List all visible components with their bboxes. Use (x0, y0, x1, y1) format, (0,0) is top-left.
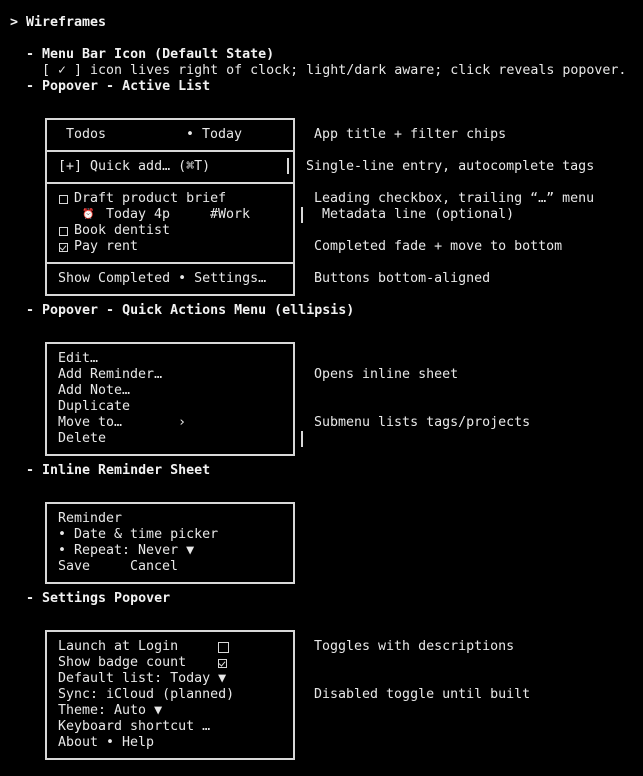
save-button[interactable]: Save (58, 559, 91, 574)
note: Submenu lists tags/projects (314, 415, 531, 430)
keyboard-shortcut-field[interactable]: Keyboard shortcut … (58, 719, 211, 734)
default-list-select[interactable]: Default list: Today ▼ (58, 671, 227, 686)
cancel-button[interactable]: Cancel (130, 559, 179, 574)
task-label-draft[interactable]: Draft product brief (74, 191, 227, 206)
repeat-select[interactable]: • Repeat: Never ▼ (58, 543, 195, 558)
menu-item-add-reminder[interactable]: Add Reminder… (58, 367, 163, 382)
task-meta-date: Today 4p (106, 207, 171, 222)
alarm-clock-icon: ⏰ (82, 209, 95, 220)
reminder-title: Reminder (58, 511, 123, 526)
menu-item-delete[interactable]: Delete (58, 431, 107, 446)
menu-bar-description: [ ✓ ] icon lives right of clock; light/dark aware; click reveals popover. (42, 63, 627, 78)
launch-at-login-label: Launch at Login (58, 639, 179, 654)
task-checkbox-draft[interactable] (59, 195, 68, 204)
task-meta-tag[interactable]: #Work (210, 207, 251, 222)
reminder-sheet-heading: - Inline Reminder Sheet (26, 463, 211, 478)
quick-add-input[interactable]: [+] Quick add… (⌘T) (58, 159, 211, 174)
date-time-picker[interactable]: • Date & time picker (58, 527, 219, 542)
active-list-heading: - Popover - Active List (26, 79, 211, 94)
quick-actions-heading: - Popover - Quick Actions Menu (ellipsis) (26, 303, 355, 318)
page-title: > Wireframes (10, 15, 107, 30)
note: Buttons bottom-aligned (314, 271, 491, 286)
filter-chip-today[interactable]: • Today (186, 127, 243, 142)
note: Leading checkbox, trailing “…” menu (314, 191, 595, 206)
menu-item-add-note[interactable]: Add Note… (58, 383, 131, 398)
task-checkbox-dentist[interactable] (59, 227, 68, 236)
task-label-dentist[interactable]: Book dentist (74, 223, 171, 238)
note: App title + filter chips (314, 127, 507, 142)
note: Single-line entry, autocomplete tags (306, 159, 595, 174)
divider (45, 150, 295, 152)
text-cursor (301, 207, 303, 223)
task-label-rent[interactable]: Pay rent (74, 239, 139, 254)
note: Disabled toggle until built (314, 687, 531, 702)
popover-title: Todos (66, 127, 107, 142)
note: Toggles with descriptions (314, 639, 515, 654)
settings-heading: - Settings Popover (26, 591, 171, 606)
note: Metadata line (optional) (322, 207, 515, 222)
menu-item-move-to[interactable]: Move to… (58, 415, 123, 430)
sync-setting: Sync: iCloud (planned) (58, 687, 235, 702)
text-cursor (301, 431, 303, 447)
divider (45, 262, 295, 264)
menu-bar-heading: - Menu Bar Icon (Default State) (26, 47, 275, 62)
show-badge-count-checkbox[interactable] (218, 659, 227, 668)
chevron-right-icon: › (178, 415, 187, 430)
task-checkbox-rent[interactable] (59, 243, 68, 252)
launch-at-login-checkbox[interactable] (218, 642, 229, 653)
note: Completed fade + move to bottom (314, 239, 563, 254)
note: Opens inline sheet (314, 367, 459, 382)
theme-select[interactable]: Theme: Auto ▼ (58, 703, 163, 718)
divider (45, 182, 295, 184)
text-cursor (287, 158, 289, 174)
menu-item-duplicate[interactable]: Duplicate (58, 399, 131, 414)
popover-footer-buttons[interactable]: Show Completed • Settings… (58, 271, 267, 286)
about-help-links[interactable]: About • Help (58, 735, 155, 750)
show-badge-count-label: Show badge count (58, 655, 187, 670)
menu-item-edit[interactable]: Edit… (58, 351, 99, 366)
